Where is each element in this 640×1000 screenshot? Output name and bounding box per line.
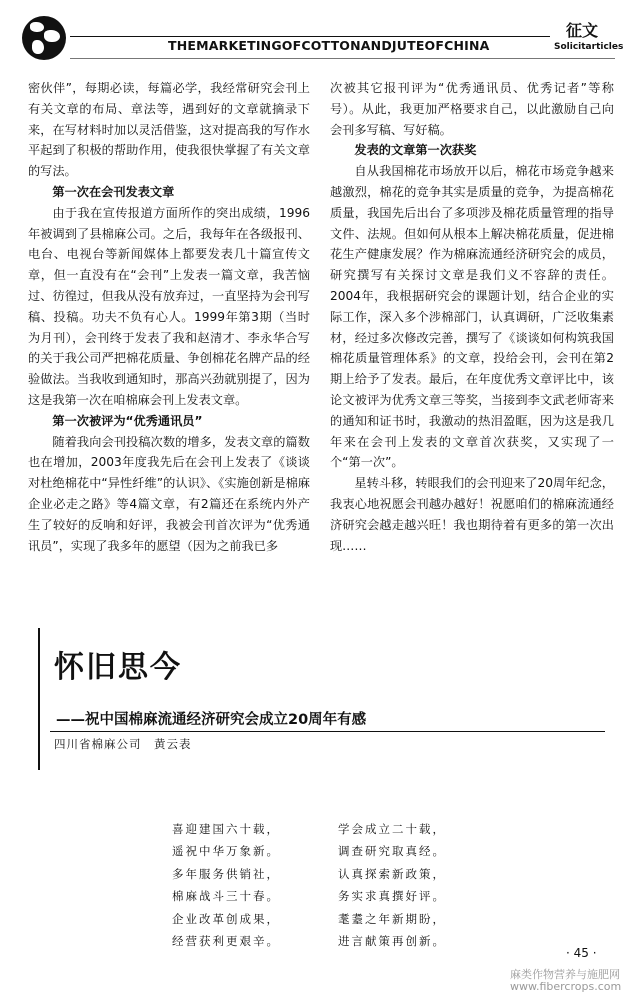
article-subtitle: ——祝中国棉麻流通经济研究会成立20周年有感 xyxy=(56,712,367,728)
watermark-text: 麻类作物营养与施肥网 xyxy=(510,968,620,981)
paragraph: 次被其它报刊评为“优秀通讯员、优秀记者”等称号）。从此，我更加严格要求自己，以此激励自己向会刊多写稿、写好稿。 xyxy=(330,81,614,137)
poem-line: 认真探索新政策， xyxy=(338,866,446,881)
journal-title: THEMARKETINGOFCOTTONANDJUTEOFCHINA xyxy=(168,38,490,53)
poem-right-stanza xyxy=(338,818,446,952)
title-rule xyxy=(50,731,605,732)
poem-line: 经营获利更艰辛。 xyxy=(172,934,280,949)
poem-left-stanza xyxy=(172,818,280,952)
paragraph: 密伙伴”，每期必读，每篇必学，我经常研究会刊上有关文章的布局、章法等，遇到好的文章就摘录下来，在写材料时加以灵活借鉴，这对提高我的写作水平起到了积极的帮助作用，使我很快掌握了有关文章的写法。 xyxy=(28,81,310,179)
poem-line: 棉麻战斗三十春。 xyxy=(172,889,280,904)
paragraph: 由于我在宣传报道方面所作的突出成绩，1996年被调到了县棉麻公司。之后，我每年在各级报刊、电台、电视台等新闻媒体上都要发表几十篇宣传文章，但一直没有在“会刊”上发表一篇文章，我苦恼过、彷徨过，但我从没有放弃过，一直坚持为会刊写稿、投稿。功夫不负有心人。1999年第3期（当时为月刊），会刊终于发表了我和赵清才、李永华合写的关于我公司严把棉花质量、争创棉花名牌产品的经验做法。当我收到通知时，那高兴劲就别提了，因为这是我第一次在咱棉麻会刊上发表文章。 xyxy=(28,205,310,407)
poem-line: 进言献策再创新。 xyxy=(338,934,446,949)
poem-line: 务实求真撰好评。 xyxy=(338,889,446,904)
author-line: 四川省棉麻公司 黄云表 xyxy=(54,737,192,751)
watermark-url: www.fibercrops.com xyxy=(510,980,622,993)
left-column xyxy=(28,78,310,556)
poem-line: 遥祝中华万象新。 xyxy=(172,844,280,859)
page-number: · 45 · xyxy=(566,946,597,960)
right-column xyxy=(330,78,614,556)
column-brand: 征文 xyxy=(566,21,599,40)
article-title: 怀旧思今 xyxy=(54,650,182,685)
paragraph: 自从我国棉花市场放开以后，棉花市场竞争越来越激烈，棉花的竞争其实是质量的竞争，为提高棉花质量，我国先后出台了多项涉及棉花质量管理的指导文件、法规。但如何从根本上解决棉花质量，促进棉花生产健康发展？作为棉麻流通经济研究会的成员，研究撰写有关探讨文章是我们义不容辞的责任。2004年，我根据研究会的课题计划，结合企业的实际工作，深入多个涉棉部门，认真调研，广泛收集素材，经过多次修改完善，撰写了《谈谈如何构筑我国棉花质量管理体系》的文章，投给会刊，会刊在第2期上给予了发表。最后，在年度优秀文章评比中，该论文被评为优秀文章三等奖，当接到李文武老师寄来的通知和证书时，我激动的热泪盈眶，因为这是我几年来在会刊上发表的文章首次获奖，又实现了一个“第一次”。 xyxy=(330,164,614,470)
poem-line: 多年服务供销社， xyxy=(172,866,280,881)
poem-line: 调查研究取真经。 xyxy=(338,844,446,859)
poem-line: 学会成立二十载， xyxy=(338,822,446,836)
header-rule xyxy=(70,36,550,37)
header-rule-lower xyxy=(70,58,615,59)
column-brand-subtitle: Solicitarticles xyxy=(554,42,624,52)
paragraph: 星转斗移，转眼我们的会刊迎来了20周年纪念，我衷心地祝愿会刊越办越好！祝愿咱们的棉麻流通经济研究会越走越兴旺！我也期待着有更多的第一次出现…… xyxy=(330,476,614,553)
poem-line: 企业改革创成果， xyxy=(172,911,280,926)
poem-line: 喜迎建国六十载， xyxy=(172,822,280,836)
section-vertical-bar xyxy=(38,628,40,770)
subheading: 第一次被评为“优秀通讯员” xyxy=(52,413,203,428)
article-header xyxy=(38,628,608,770)
subheading: 第一次在会刊发表文章 xyxy=(52,184,175,199)
paragraph: 随着我向会刊投稿次数的增多，发表文章的篇数也在增加，2003年度我先后在会刊上发表了《谈谈对杜绝棉花中“异性纤维”的认识》、《实施创新是棉麻企业必走之路》等4篇文章，有2篇还在系统内外产生了较好的反响和好评，我被会刊首次评为“优秀通讯员”，实现了我多年的愿望（因为之前我已多 xyxy=(28,434,310,553)
subheading: 发表的文章第一次获奖 xyxy=(354,143,477,158)
logo-globe-icon xyxy=(22,16,66,60)
poem-line: 耄耋之年新期盼， xyxy=(338,911,446,926)
